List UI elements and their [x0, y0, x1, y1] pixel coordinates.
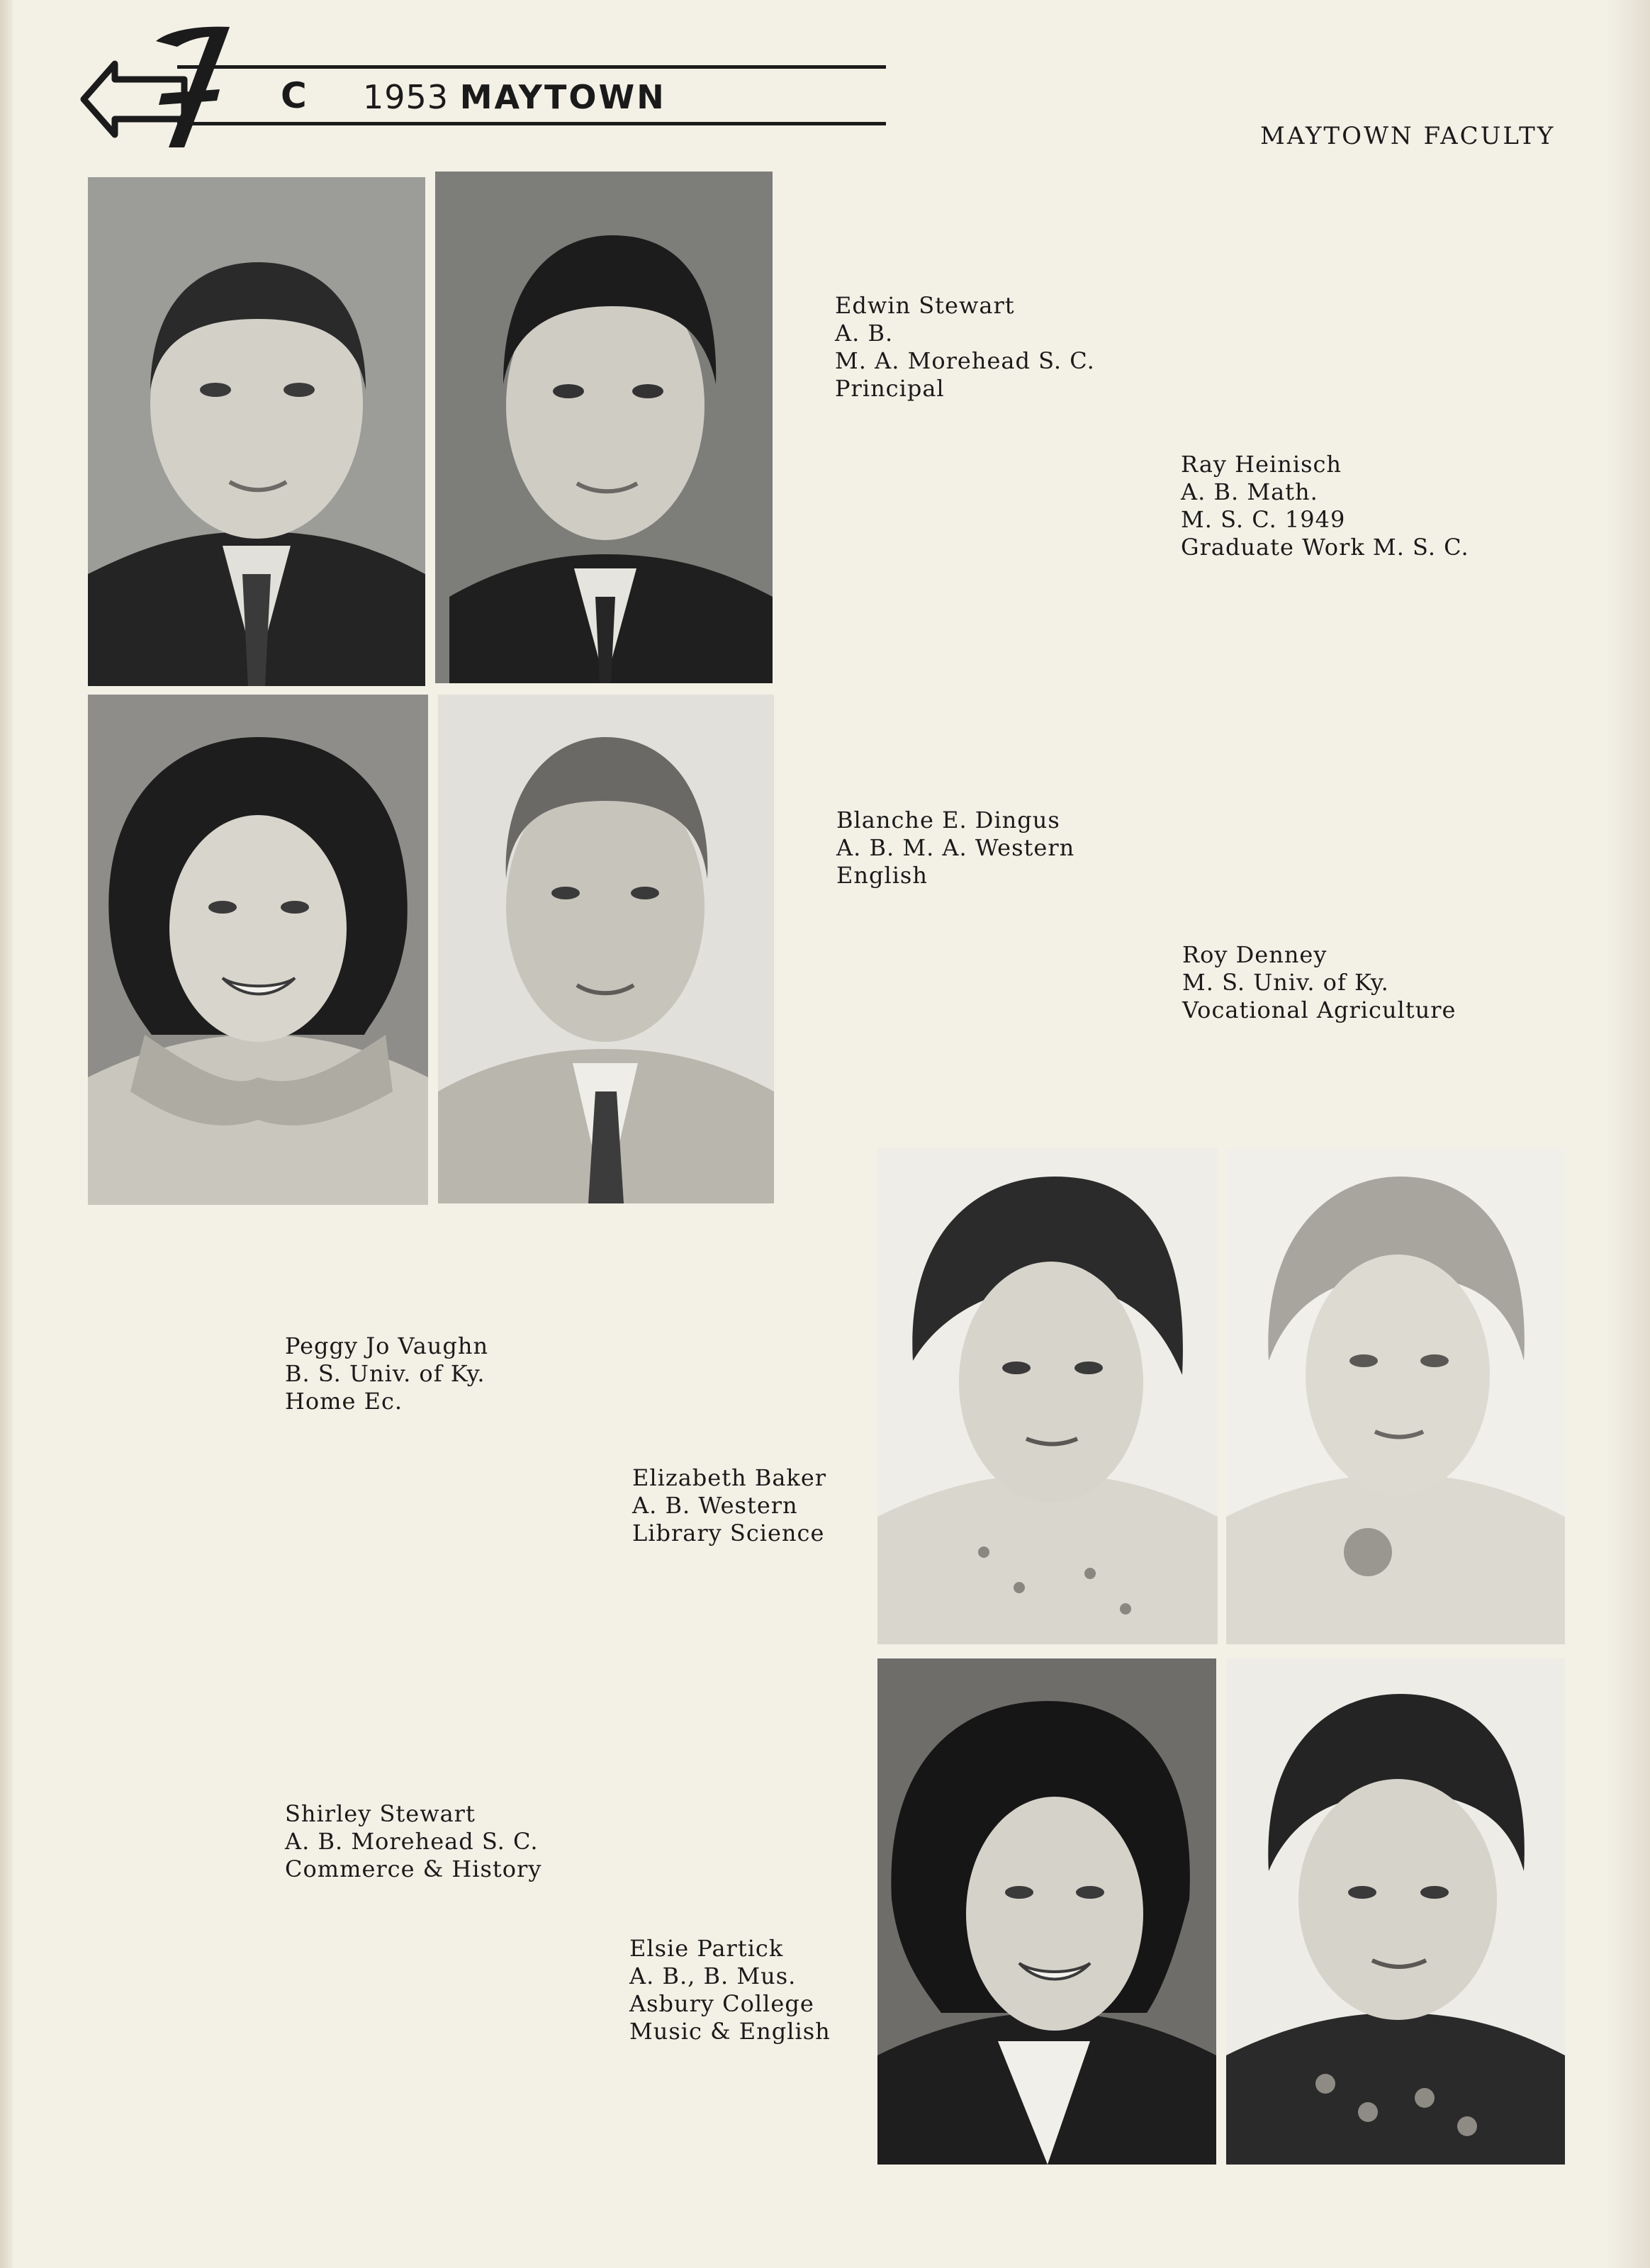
header-school: MAYTOWN [459, 78, 666, 116]
faculty-caption [285, 1332, 488, 1415]
faculty-credential: Principal [835, 375, 945, 402]
faculty-portrait-photo [1226, 1658, 1565, 2165]
faculty-name: Roy Denney [1182, 941, 1328, 968]
faculty-name: Blanche E. Dingus [836, 807, 1060, 833]
faculty-portrait-photo [88, 177, 425, 686]
page-shadow-edge [1607, 0, 1650, 2268]
faculty-credential: M. S. C. 1949 [1181, 506, 1346, 533]
faculty-name: Edwin Stewart [835, 292, 1015, 319]
faculty-portrait-photo [435, 172, 773, 683]
faculty-credential: Vocational Agriculture [1182, 997, 1457, 1023]
faculty-credential: Music & English [629, 2018, 831, 2045]
faculty-name: Shirley Stewart [285, 1800, 476, 1827]
faculty-caption [1181, 451, 1469, 561]
faculty-credential: A. B. Western [632, 1492, 798, 1519]
faculty-credential: A. B. [835, 320, 894, 347]
faculty-credential: A. B. Morehead S. C. [285, 1828, 539, 1855]
faculty-caption [285, 1800, 541, 1883]
arrow-f-monogram-icon [78, 20, 262, 155]
faculty-portrait-photo [88, 695, 428, 1205]
faculty-name: Ray Heinisch [1181, 451, 1342, 478]
faculty-credential: M. A. Morehead S. C. [835, 347, 1095, 374]
faculty-name: Peggy Jo Vaughn [285, 1332, 489, 1359]
faculty-portrait-photo [877, 1658, 1216, 2165]
faculty-credential: English [836, 862, 928, 889]
faculty-credential: B. S. Univ. of Ky. [285, 1360, 486, 1387]
faculty-portrait-photo [1226, 1148, 1565, 1644]
header-letter: C [281, 75, 308, 116]
page-binding-edge [0, 0, 13, 2268]
faculty-credential: A. B. Math. [1181, 478, 1318, 505]
faculty-credential: Home Ec. [285, 1388, 403, 1415]
faculty-credential: A. B., B. Mus. [629, 1963, 797, 1989]
faculty-caption [836, 807, 1074, 889]
faculty-name: Elizabeth Baker [632, 1464, 827, 1491]
faculty-credential: M. S. Univ. of Ky. [1182, 969, 1389, 996]
faculty-caption [632, 1464, 826, 1547]
faculty-name: Elsie Partick [629, 1935, 784, 1962]
faculty-caption [1182, 941, 1456, 1024]
faculty-portrait-photo [877, 1148, 1218, 1644]
header-top-rule [177, 65, 886, 69]
faculty-credential: Commerce & History [285, 1856, 542, 1882]
header-year: 1953 [363, 78, 449, 116]
section-label: MAYTOWN FACULTY [1260, 122, 1556, 150]
faculty-credential: Graduate Work M. S. C. [1181, 534, 1469, 561]
header-bottom-rule [177, 122, 886, 125]
faculty-caption [835, 292, 1095, 403]
faculty-credential: A. B. M. A. Western [836, 834, 1075, 861]
faculty-portrait-photo [438, 695, 774, 1203]
header-title [363, 78, 666, 116]
faculty-credential: Library Science [632, 1520, 825, 1546]
faculty-credential: Asbury College [629, 1990, 814, 2017]
faculty-caption [629, 1935, 831, 2045]
